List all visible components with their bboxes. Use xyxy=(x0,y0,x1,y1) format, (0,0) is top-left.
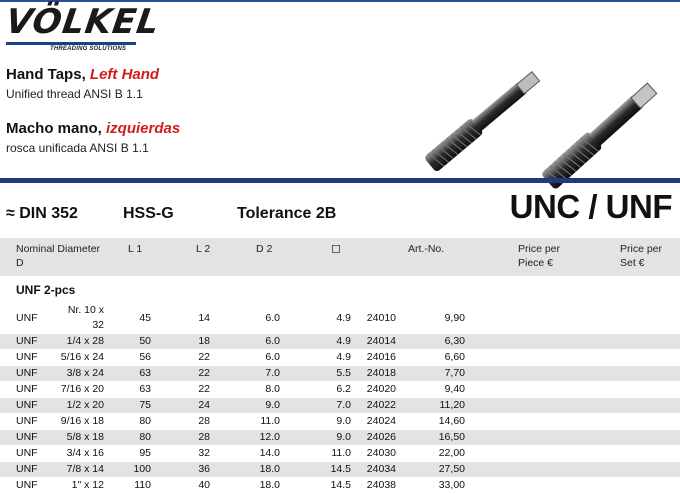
table-header xyxy=(0,238,680,276)
cell-art-no: 24020 xyxy=(366,383,396,395)
col-d2: D 2 xyxy=(256,243,273,255)
col-nominal-d: D xyxy=(16,257,24,269)
cell-l1: 63 xyxy=(139,383,151,395)
cell-size: 9/16 x 18 xyxy=(60,415,104,427)
cell-size: 7/8 x 14 xyxy=(66,463,104,475)
col-price-piece-1: Price per xyxy=(518,243,561,255)
cell-l1: 80 xyxy=(139,415,151,427)
cell-l1: 50 xyxy=(139,335,151,347)
cell-l2: 28 xyxy=(198,431,210,443)
cell-d2: 6.0 xyxy=(265,351,280,363)
cell-size: 3/8 x 24 xyxy=(66,367,104,379)
cell-d2: 14.0 xyxy=(259,447,280,459)
spec-material: HSS-G xyxy=(123,205,174,222)
cell-square: 5.5 xyxy=(336,367,351,379)
cell-size: 5/8 x 18 xyxy=(66,431,104,443)
cell-square: 4.9 xyxy=(336,351,351,363)
cell-d2: 8.0 xyxy=(265,383,280,395)
cell-price-piece: 16,50 xyxy=(438,431,465,443)
col-square-icon: ◻ xyxy=(331,241,341,255)
cell-d2: 6.0 xyxy=(265,311,280,324)
cell-type: UNF xyxy=(16,479,38,491)
cell-size: 1" x 12 xyxy=(71,479,104,491)
cell-type: UNF xyxy=(16,431,38,443)
table-row xyxy=(0,303,680,334)
cell-square: 11.0 xyxy=(331,447,351,459)
cell-l2: 36 xyxy=(198,463,210,475)
table-row xyxy=(0,398,680,414)
cell-type: UNF xyxy=(16,367,38,379)
cell-type: UNF xyxy=(16,335,38,347)
cell-square: 4.9 xyxy=(336,335,351,347)
col-art: Art.-No. xyxy=(408,243,445,255)
cell-l2: 24 xyxy=(198,399,210,411)
cell-l2: 40 xyxy=(198,479,210,491)
cell-square: 14.5 xyxy=(330,463,351,475)
cell-art-no: 24014 xyxy=(366,335,396,347)
hand-tap-image-front xyxy=(530,70,680,190)
subtitle-es: rosca unificada ANSI B 1.1 xyxy=(6,141,149,155)
cell-d2: 12.0 xyxy=(259,431,280,443)
cell-price-piece: 14,60 xyxy=(438,415,465,427)
cell-square: 7.0 xyxy=(336,399,351,411)
table-row xyxy=(0,430,680,446)
cell-art-no: 24034 xyxy=(366,463,396,475)
cell-type: UNF xyxy=(16,399,38,411)
col-l1: L 1 xyxy=(128,243,143,255)
table-row xyxy=(0,414,680,430)
cell-d2: 9.0 xyxy=(265,399,280,411)
cell-d2: 18.0 xyxy=(259,479,280,491)
cell-price-piece: 6,60 xyxy=(444,351,465,363)
cell-l1: 75 xyxy=(139,399,151,411)
cell-l2: 28 xyxy=(198,415,210,427)
cell-size: 1/2 x 20 xyxy=(66,399,104,411)
cell-type: UNF xyxy=(16,447,38,459)
cell-l1: 95 xyxy=(139,447,151,459)
cell-square: 9.0 xyxy=(336,431,351,443)
cell-d2: 6.0 xyxy=(265,335,280,347)
cell-type: UNF xyxy=(16,311,38,324)
spec-din: ≈ DIN 352 xyxy=(6,205,78,222)
cell-price-piece: 22,00 xyxy=(438,447,465,459)
cell-art-no: 24026 xyxy=(366,431,396,443)
title-es-accent: izquierdas xyxy=(106,120,181,137)
thread-type-heading: UNC / UNF xyxy=(509,188,672,225)
cell-art-no: 24016 xyxy=(366,351,396,363)
cell-d2: 7.0 xyxy=(265,367,280,379)
logo-underline xyxy=(6,42,136,45)
cell-price-piece: 9,90 xyxy=(444,311,465,324)
subtitle-en: Unified thread ANSI B 1.1 xyxy=(6,87,143,101)
cell-square: 4.9 xyxy=(336,311,351,324)
price-table xyxy=(0,303,680,494)
cell-size: 1/4 x 28 xyxy=(66,335,104,347)
cell-size: 3/4 x 16 xyxy=(66,447,104,459)
cell-art-no: 24038 xyxy=(366,479,396,491)
cell-art-no: 24022 xyxy=(366,399,396,411)
col-price-piece-2: Piece € xyxy=(518,257,554,269)
col-price-set-2: Set € xyxy=(620,257,645,269)
cell-size: 5/16 x 24 xyxy=(60,351,104,363)
table-row xyxy=(0,382,680,398)
cell-l2: 18 xyxy=(198,335,210,347)
cell-l1: 110 xyxy=(134,479,151,491)
cell-size: Nr. 10 x 32 xyxy=(67,304,104,331)
cell-price-piece: 27,50 xyxy=(438,463,465,475)
cell-type: UNF xyxy=(16,351,38,363)
col-price-set-1: Price per xyxy=(620,243,663,255)
cell-price-piece: 33,00 xyxy=(438,479,465,491)
cell-square: 14.5 xyxy=(330,479,351,491)
cell-price-piece: 7,70 xyxy=(444,367,465,379)
title-en: Hand Taps, Left Hand xyxy=(6,66,160,83)
table-row xyxy=(0,478,680,494)
title-es: Macho mano, izquierdas xyxy=(6,120,181,137)
cell-l2: 32 xyxy=(198,447,210,459)
cell-type: UNF xyxy=(16,383,38,395)
title-en-accent: Left Hand xyxy=(89,66,160,83)
table-row xyxy=(0,350,680,366)
cell-l1: 45 xyxy=(139,311,151,324)
cell-l1: 100 xyxy=(133,463,151,475)
cell-art-no: 24024 xyxy=(366,415,396,427)
table-row xyxy=(0,366,680,382)
cell-d2: 18.0 xyxy=(259,463,280,475)
section-divider xyxy=(0,178,680,183)
cell-type: UNF xyxy=(16,463,38,475)
cell-art-no: 24010 xyxy=(366,311,396,324)
table-row xyxy=(0,462,680,478)
table-row xyxy=(0,446,680,462)
cell-l1: 63 xyxy=(139,367,151,379)
brand-name: VÖLKEL xyxy=(3,2,163,42)
cell-l2: 22 xyxy=(198,367,210,379)
cell-art-no: 24018 xyxy=(366,367,396,379)
group-label: UNF 2-pcs xyxy=(16,283,76,297)
cell-price-piece: 9,40 xyxy=(444,383,465,395)
cell-price-piece: 6,30 xyxy=(444,335,465,347)
cell-art-no: 24030 xyxy=(366,447,396,459)
cell-size: 7/16 x 20 xyxy=(60,383,104,395)
cell-l1: 80 xyxy=(139,431,151,443)
table-row xyxy=(0,334,680,350)
col-l2: L 2 xyxy=(196,243,211,255)
cell-l2: 14 xyxy=(198,311,210,324)
cell-l2: 22 xyxy=(198,383,210,395)
cell-l1: 56 xyxy=(139,351,151,363)
brand-logo xyxy=(3,2,163,54)
col-nominal: Nominal Diameter xyxy=(16,243,101,255)
cell-square: 6.2 xyxy=(336,383,351,395)
cell-price-piece: 11,20 xyxy=(439,399,465,411)
spec-tolerance: Tolerance 2B xyxy=(237,205,337,222)
cell-square: 9.0 xyxy=(336,415,351,427)
cell-type: UNF xyxy=(16,415,38,427)
brand-tagline: THREADING SOLUTIONS xyxy=(50,46,127,52)
cell-l2: 22 xyxy=(198,351,210,363)
cell-d2: 11.0 xyxy=(260,415,280,427)
